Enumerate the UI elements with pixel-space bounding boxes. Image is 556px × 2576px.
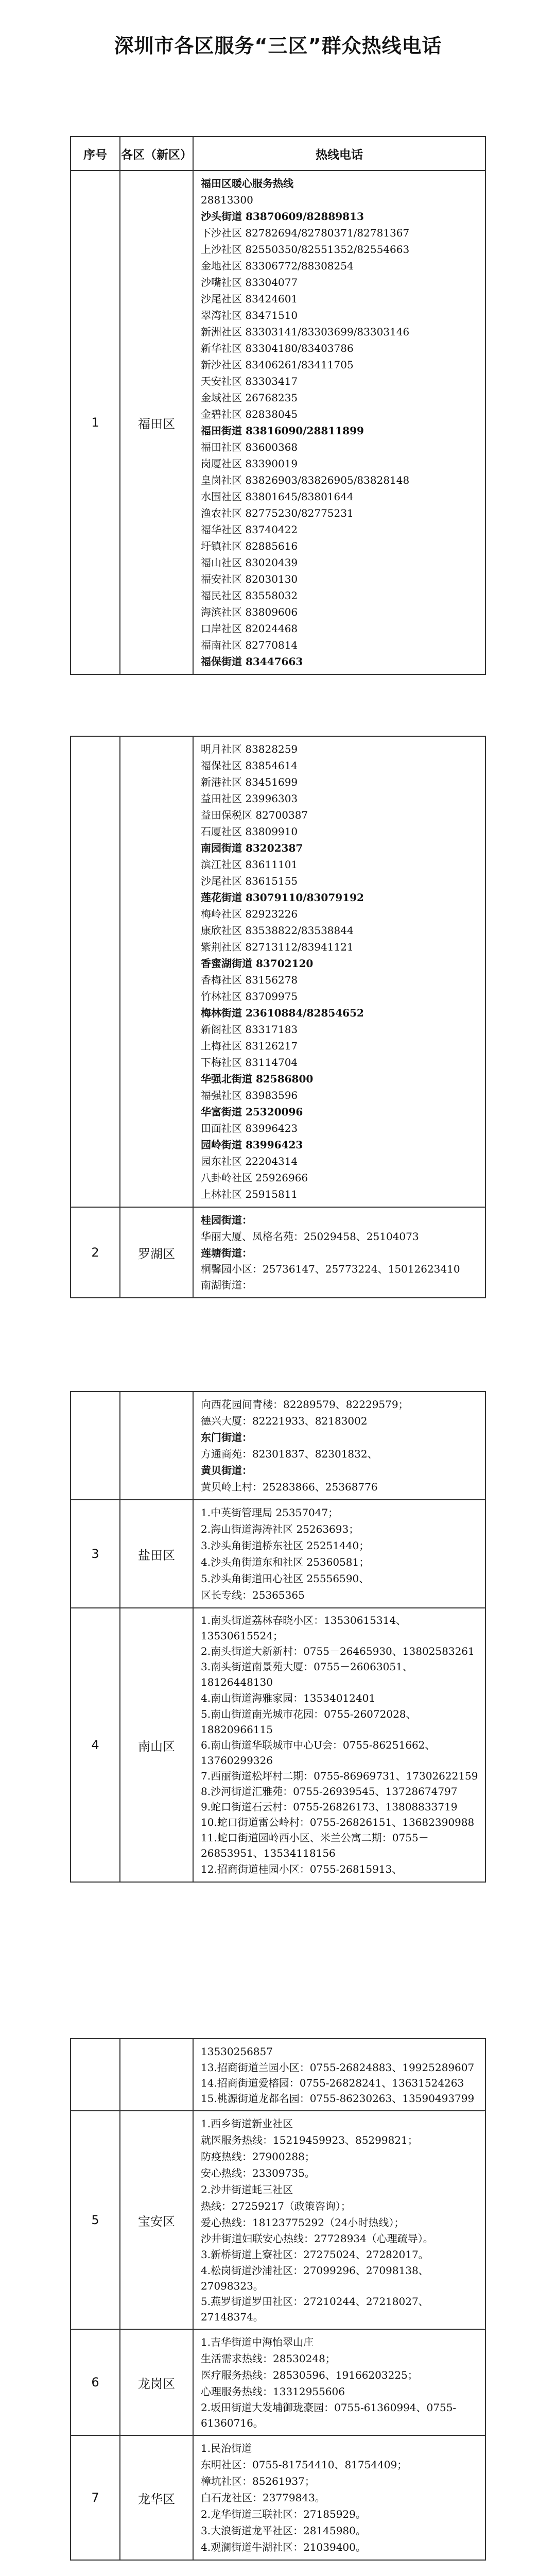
row-no	[71, 736, 120, 1207]
hotline-line: 田面社区 83996423	[201, 1122, 298, 1134]
hotline-line: 1.南头街道荔林春晓小区：13530615314、13530615524；	[201, 1614, 407, 1642]
hotline-line: 2.龙华街道三联社区：27185929。	[201, 2508, 366, 2520]
hotline-line: 1.吉华街道中海怡翠山庄	[201, 2336, 314, 2348]
hotline-line: 新洲社区 83303141/83303699/83303146	[201, 326, 410, 338]
hotline-line: 南湖街道：	[201, 1279, 252, 1291]
hotline-line: 2.海山街道海涛社区 25263693；	[201, 1523, 359, 1535]
hotline-line: 圩镇社区 82885616	[201, 540, 298, 552]
hotline-line: 紫荆社区 82713112/83941121	[201, 941, 354, 953]
hotline-line: 生活需求热线：28530248；	[201, 2352, 336, 2365]
table-row	[71, 736, 485, 1207]
hotline-line: 海滨社区 83809606	[201, 606, 298, 618]
hotline-line: 石厦社区 83809910	[201, 825, 298, 838]
hotline-cell	[193, 1608, 485, 1882]
hotline-table	[70, 136, 486, 675]
hotline-cell	[193, 2329, 485, 2435]
hotline-line: 13530256857	[201, 2045, 273, 2058]
hotline-line: 13.招商街道兰园小区：0755-26824883、19925289607	[201, 2061, 475, 2074]
hotline-line: 7.西丽街道松坪村二期：0755-86969731、17302622159	[201, 1770, 478, 1782]
hotline-line: 热线：27259217（政策咨询）；	[201, 2200, 351, 2212]
hotline-line: 区长专线：25365365	[201, 1589, 305, 1601]
hotline-cell	[193, 171, 485, 674]
hotline-table-continued	[70, 2038, 486, 2561]
hotline-line: 福安社区 82030130	[201, 573, 298, 585]
hotline-line: 福田区暖心服务热线	[201, 177, 293, 190]
hotline-line: 下梅社区 83114704	[201, 1056, 298, 1069]
hotline-line: 6.南山街道华联城市中心U会：0755-86251662、13760299326	[201, 1739, 436, 1767]
row-no: 3	[71, 1500, 120, 1608]
hotline-cell	[193, 2111, 485, 2329]
hotline-line: 福民社区 83558032	[201, 589, 298, 602]
hotline-line: 4.松岗街道沙浦社区：27099296、27098138、27098323。	[201, 2264, 429, 2292]
hotline-line: 2.南头街道大新新村：0755－26465930、13802583261	[201, 1645, 475, 1657]
row-district: 南山区	[120, 1608, 193, 1882]
header-district: 各区（新区）	[120, 137, 193, 171]
row-district	[120, 2039, 193, 2111]
table-row	[71, 2435, 485, 2560]
hotline-line: 5.沙头角街道田心社区 25556590、	[201, 1572, 370, 1585]
row-no: 1	[71, 171, 120, 674]
table-header-row	[71, 137, 485, 171]
hotline-line: 新港社区 83451699	[201, 776, 298, 788]
hotline-line: 新华社区 83304180/83403786	[201, 342, 354, 354]
hotline-line: 1.民治街道	[201, 2442, 252, 2454]
table-row	[71, 2039, 485, 2111]
row-district: 龙岗区	[120, 2329, 193, 2435]
hotline-line: 上林社区 25915811	[201, 1188, 298, 1200]
hotline-line: 4.南山街道海雅家园：13534012401	[201, 1692, 376, 1704]
hotline-line: 益田社区 23996303	[201, 792, 298, 805]
hotline-line: 益田保税区 82700387	[201, 809, 308, 821]
hotline-line: 2.坂田街道大发埔御珑豪园：0755-61360994、0755-61360716。	[201, 2401, 457, 2429]
table-row	[71, 2111, 485, 2329]
hotline-line: 新阁社区 83317183	[201, 1023, 298, 1036]
hotline-table-continued	[70, 736, 486, 1298]
hotline-line: 莲花街道 83079110/83079192	[201, 891, 364, 904]
hotline-line: 沙尾社区 83615155	[201, 875, 298, 887]
hotline-cell	[193, 2039, 485, 2111]
hotline-line: 3.新桥街道上寮社区：27275024、27282017。	[201, 2248, 429, 2261]
hotline-table-continued	[70, 1391, 486, 1883]
hotline-line: 樟坑社区：85261937；	[201, 2475, 315, 2487]
hotline-cell	[193, 736, 485, 1207]
hotline-line: 沙尾社区 83424601	[201, 293, 298, 305]
hotline-line: 桐馨园小区：25736147、25773224、15012623410	[201, 1263, 460, 1275]
row-district	[120, 736, 193, 1207]
header-no: 序号	[71, 137, 120, 171]
hotline-line: 园岭街道 83996423	[201, 1139, 303, 1151]
hotline-line: 黄贝岭上村：25283866、25368776	[201, 1481, 378, 1493]
row-district: 罗湖区	[120, 1207, 193, 1298]
row-no	[71, 1392, 120, 1500]
hotline-line: 15.桃源街道龙都名园：0755-86230263、13590493799	[201, 2092, 475, 2105]
table-row	[71, 1500, 485, 1608]
hotline-line: 4.沙头角街道东和社区 25360581；	[201, 1556, 370, 1568]
hotline-cell	[193, 1392, 485, 1500]
hotline-line: 康欣社区 83538822/83538844	[201, 924, 354, 937]
hotline-line: 德兴大厦：82221933、82183002	[201, 1415, 368, 1427]
hotline-line: 南园街道 83202387	[201, 842, 303, 854]
page-title: 深圳市各区服务“三区”群众热线电话	[114, 35, 442, 57]
hotline-line: 9.蛇口街道石云村：0755-26826173、13808833719	[201, 1801, 458, 1813]
hotline-line: 沙井街道妇联安心热线：27728934（心理疏导）。	[201, 2232, 433, 2245]
hotline-line: 沙嘴社区 83304077	[201, 276, 298, 289]
row-no	[71, 2039, 120, 2111]
hotline-line: 福南社区 82770814	[201, 639, 298, 651]
row-district: 宝安区	[120, 2111, 193, 2329]
hotline-line: 方通商苑：82301837、82301832、	[201, 1448, 378, 1460]
hotline-line: 白石龙社区：23779843。	[201, 2492, 325, 2504]
hotline-line: 金碧社区 82838045	[201, 408, 298, 420]
hotline-line: 梅林街道 23610884/82854652	[201, 1007, 364, 1019]
hotline-line: 下沙社区 82782694/82780371/82781367	[201, 227, 410, 239]
row-district: 盐田区	[120, 1500, 193, 1608]
hotline-cell	[193, 2435, 485, 2560]
hotline-line: 福山社区 83020439	[201, 556, 298, 569]
hotline-line: 金地社区 83306772/88308254	[201, 260, 354, 272]
hotline-line: 爱心热线：18123775292（24小时热线）；	[201, 2216, 405, 2229]
hotline-line: 八卦岭社区 25926966	[201, 1172, 308, 1184]
hotline-line: 东明社区：0755-81754410、81754409；	[201, 2459, 408, 2471]
hotline-line: 防疫热线：27900288；	[201, 2150, 315, 2163]
hotline-line: 安心热线：23309735。	[201, 2167, 315, 2179]
hotline-line: 福华社区 83740422	[201, 523, 298, 536]
hotline-line: 1.西乡街道新业社区	[201, 2117, 293, 2130]
row-no: 4	[71, 1608, 120, 1882]
hotline-line: 5.燕罗街道罗田社区：27210244、27218027、27148374。	[201, 2295, 429, 2323]
hotline-line: 香蜜湖街道 83702120	[201, 957, 314, 970]
hotline-line: 滨江社区 83611101	[201, 858, 298, 871]
hotline-line: 福保街道 83447663	[201, 655, 303, 668]
hotline-line: 天安社区 83303417	[201, 375, 298, 387]
hotline-line: 明月社区 83828259	[201, 743, 298, 755]
hotline-line: 11.蛇口街道园岭西小区、米兰公寓二期：0755－26853951、13534118156	[201, 1832, 429, 1859]
hotline-line: 华富街道 25320096	[201, 1106, 303, 1118]
table-row	[71, 1392, 485, 1500]
hotline-line: 8.沙河街道汇雅苑：0755-26939545、13728674797	[201, 1785, 458, 1798]
hotline-line: 莲塘街道：	[201, 1247, 252, 1259]
hotline-line: 黄贝街道：	[201, 1464, 252, 1477]
hotline-line: 医疗服务热线：28530596、19166203225；	[201, 2369, 418, 2381]
hotline-line: 华强北街道 82586800	[201, 1073, 314, 1085]
hotline-line: 园东社区 22204314	[201, 1155, 298, 1167]
hotline-line: 华丽大厦、凤格名苑：25029458、25104073	[201, 1230, 419, 1243]
hotline-cell	[193, 1500, 485, 1608]
row-district: 龙华区	[120, 2435, 193, 2560]
hotline-line: 1.中英街管理局 25357047；	[201, 1506, 339, 1519]
hotline-line: 心理服务热线：13312955606	[201, 2385, 345, 2398]
hotline-line: 10.蛇口街道雷公岭村：0755-26826151、13682390988	[201, 1816, 475, 1828]
table-row	[71, 2329, 485, 2435]
hotline-line: 香梅社区 83156278	[201, 974, 298, 986]
hotline-line: 新沙社区 83406261/83411705	[201, 359, 354, 371]
hotline-line: 金域社区 26768235	[201, 392, 298, 404]
hotline-line: 梅岭社区 82923226	[201, 908, 298, 920]
hotline-line: 岗厦社区 83390019	[201, 457, 298, 470]
hotline-line: 桂园街道：	[201, 1214, 252, 1226]
hotline-line: 竹林社区 83709975	[201, 990, 298, 1003]
hotline-line: 上沙社区 82550350/82551352/82554663	[201, 243, 410, 256]
hotline-line: 福田社区 83600368	[201, 441, 298, 453]
hotline-line: 口岸社区 82024468	[201, 622, 298, 635]
hotline-line: 水围社区 83801645/83801644	[201, 490, 354, 503]
hotline-line: 皇岗社区 83826903/83826905/83828148	[201, 474, 410, 486]
hotline-cell	[193, 1207, 485, 1298]
header-hotline: 热线电话	[193, 137, 485, 171]
hotline-line: 4.观澜街道牛湖社区：21039400。	[201, 2541, 366, 2553]
hotline-line: 3.南头街道南景苑大厦：0755－26063051、18126448130	[201, 1660, 413, 1688]
hotline-line: 上梅社区 83126217	[201, 1040, 298, 1052]
row-no: 5	[71, 2111, 120, 2329]
table-row	[71, 1207, 485, 1298]
hotline-line: 就医服务热线：15219459923、85299821；	[201, 2134, 418, 2146]
hotline-line: 向西花园间青楼：82289579、82229579；	[201, 1398, 409, 1411]
table-row	[71, 1608, 485, 1882]
row-no: 7	[71, 2435, 120, 2560]
hotline-line: 福田街道 83816090/28811899	[201, 425, 364, 437]
hotline-line: 福强社区 83983596	[201, 1089, 298, 1101]
hotline-line: 3.沙头角街道桥东社区 25251440；	[201, 1539, 370, 1552]
hotline-line: 渔农社区 82775230/82775231	[201, 507, 354, 519]
hotline-line: 12.招商街道桂园小区：0755-26815913、	[201, 1863, 403, 1875]
hotline-line: 东门街道：	[201, 1431, 252, 1444]
row-district	[120, 1392, 193, 1500]
hotline-line: 5.南山街道南光城市花园：0755-26072028、18820966115	[201, 1708, 416, 1736]
hotline-line: 翠湾社区 83471510	[201, 309, 298, 321]
hotline-line: 2.沙井街道蚝三社区	[201, 2183, 293, 2196]
table-row	[71, 171, 485, 674]
row-district: 福田区	[120, 171, 193, 674]
hotline-line: 3.大浪街道龙平社区：28145980。	[201, 2524, 366, 2537]
hotline-line: 14.招商街道爱榕园：0755-26828241、13631524263	[201, 2077, 464, 2089]
hotline-line: 28813300	[201, 194, 253, 206]
hotline-line: 沙头街道 83870609/82889813	[201, 210, 364, 223]
hotline-line: 福保社区 83854614	[201, 759, 298, 772]
row-no: 6	[71, 2329, 120, 2435]
row-no: 2	[71, 1207, 120, 1298]
